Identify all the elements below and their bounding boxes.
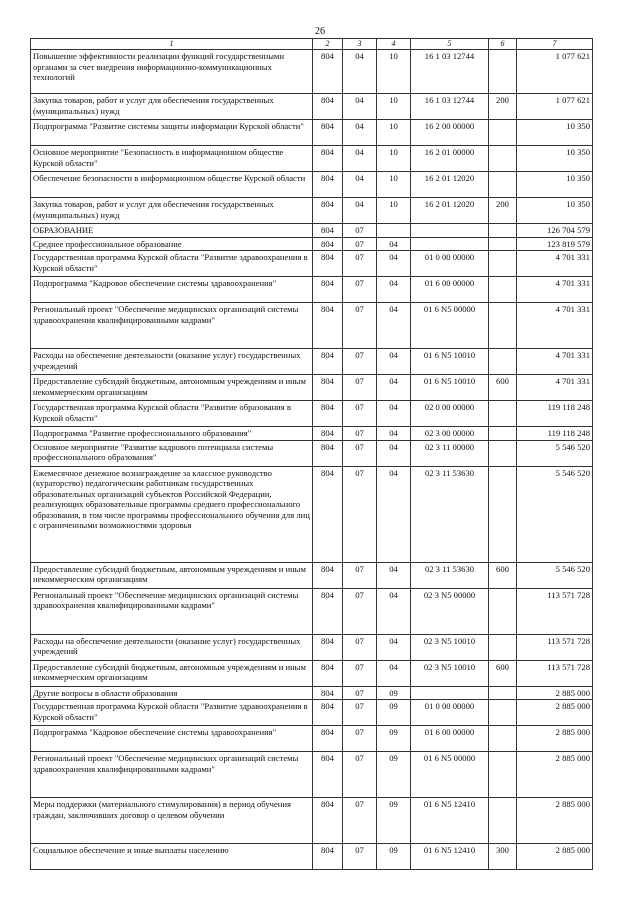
row-admin-code: 804 (313, 686, 343, 700)
row-section: 07 (343, 224, 377, 238)
row-expense-type (489, 146, 517, 172)
row-expense-type (489, 50, 517, 94)
row-target-code: 01 6 N5 00000 (411, 303, 489, 349)
table-row (31, 349, 593, 375)
row-subsection: 09 (377, 700, 411, 726)
row-name: Меры поддержки (материального стимулирования) в период обучения граждан, заключивших договор о целевом обучении (31, 798, 313, 844)
row-name: Основное мероприятие "Развитие кадрового потенциала системы профессионального образования" (31, 440, 313, 466)
row-subsection: 09 (377, 752, 411, 798)
row-expense-type: 600 (489, 660, 517, 686)
row-admin-code: 804 (313, 120, 343, 146)
row-subsection (377, 224, 411, 238)
row-expense-type (489, 427, 517, 441)
row-amount: 2 885 000 (517, 752, 593, 798)
row-target-code: 01 6 N5 10010 (411, 349, 489, 375)
row-name: Региональный проект "Обеспечение медицинских организаций системы здравоохранения квалифицированными кадрами" (31, 588, 313, 634)
row-target-code (411, 686, 489, 700)
row-admin-code: 804 (313, 427, 343, 441)
row-subsection: 10 (377, 94, 411, 120)
row-name: Основное мероприятие "Безопасность в информационном обществе Курской области" (31, 146, 313, 172)
table-row (31, 726, 593, 752)
row-expense-type (489, 237, 517, 251)
row-section: 07 (343, 427, 377, 441)
row-subsection: 04 (377, 588, 411, 634)
row-admin-code: 804 (313, 726, 343, 752)
row-target-code: 02 3 00 00000 (411, 427, 489, 441)
row-subsection: 10 (377, 198, 411, 224)
row-target-code: 16 2 00 00000 (411, 120, 489, 146)
row-target-code: 02 3 11 00000 (411, 440, 489, 466)
table-row (31, 562, 593, 588)
row-expense-type (489, 634, 517, 660)
row-subsection: 10 (377, 120, 411, 146)
row-amount: 2 885 000 (517, 844, 593, 870)
table-row (31, 440, 593, 466)
row-name: Среднее профессиональное образование (31, 237, 313, 251)
table-row (31, 375, 593, 401)
table-row (31, 634, 593, 660)
col-header-1: 1 (31, 39, 313, 50)
row-target-code: 01 0 00 00000 (411, 700, 489, 726)
row-name: Социальное обеспечение и иные выплаты населению (31, 844, 313, 870)
row-name: Предоставление субсидий бюджетным, автономным учреждениям и иным некоммерческим организациям (31, 660, 313, 686)
row-name: Ежемесячное денежное вознаграждение за классное руководство (кураторство) педагогическим работникам государственных образовательных организаций субъектов Российской Федерации, реализующих образовательные программы среднего профессионального образования, в том числе программы профессионального обучения для лиц с ограниченными возможностями здоровья (31, 466, 313, 562)
row-target-code: 01 6 00 00000 (411, 277, 489, 303)
table-row (31, 466, 593, 562)
row-target-code: 02 0 00 00000 (411, 401, 489, 427)
row-name: Повышение эффективности реализации функций государственными органами за счет внедрения информационно-коммуникационных технологий (31, 50, 313, 94)
row-expense-type: 600 (489, 562, 517, 588)
row-admin-code: 804 (313, 466, 343, 562)
row-amount: 1 077 621 (517, 94, 593, 120)
table-row (31, 198, 593, 224)
row-name: Предоставление субсидий бюджетным, автономным учреждениям и иным некоммерческим организациям (31, 562, 313, 588)
budget-table (30, 38, 593, 870)
table-row (31, 700, 593, 726)
row-subsection: 10 (377, 50, 411, 94)
row-admin-code: 804 (313, 588, 343, 634)
row-expense-type (489, 277, 517, 303)
row-name: Государственная программа Курской области "Развитие здравоохранения в Курской области" (31, 251, 313, 277)
row-target-code: 02 3 N5 10010 (411, 660, 489, 686)
row-section: 04 (343, 146, 377, 172)
row-name: Государственная программа Курской области "Развитие образования в Курской области" (31, 401, 313, 427)
row-name: Подпрограмма "Развитие системы защиты информации Курской области" (31, 120, 313, 146)
row-name: Обеспечение безопасности в информационном обществе Курской области (31, 172, 313, 198)
row-admin-code: 804 (313, 303, 343, 349)
row-expense-type (489, 172, 517, 198)
row-target-code: 16 1 03 12744 (411, 50, 489, 94)
row-amount: 10 350 (517, 198, 593, 224)
row-amount: 119 118 248 (517, 427, 593, 441)
row-admin-code: 804 (313, 752, 343, 798)
row-expense-type (489, 401, 517, 427)
row-section: 07 (343, 798, 377, 844)
row-subsection: 10 (377, 172, 411, 198)
row-name: Подпрограмма "Развитие профессионального образования" (31, 427, 313, 441)
row-subsection: 04 (377, 660, 411, 686)
col-header-2: 2 (313, 39, 343, 50)
row-amount: 5 546 520 (517, 440, 593, 466)
col-header-4: 4 (377, 39, 411, 50)
row-amount: 123 819 579 (517, 237, 593, 251)
row-subsection: 04 (377, 375, 411, 401)
row-section: 07 (343, 401, 377, 427)
row-amount: 5 546 520 (517, 562, 593, 588)
row-admin-code: 804 (313, 798, 343, 844)
row-expense-type (489, 440, 517, 466)
row-name: Другие вопросы в области образования (31, 686, 313, 700)
row-expense-type (489, 224, 517, 238)
table-row (31, 798, 593, 844)
row-name: ОБРАЗОВАНИЕ (31, 224, 313, 238)
row-subsection: 04 (377, 562, 411, 588)
col-header-5: 5 (411, 39, 489, 50)
row-amount: 126 704 579 (517, 224, 593, 238)
row-target-code: 01 6 N5 12410 (411, 798, 489, 844)
row-section: 07 (343, 752, 377, 798)
row-subsection: 09 (377, 798, 411, 844)
row-amount: 10 350 (517, 146, 593, 172)
row-expense-type (489, 686, 517, 700)
row-amount: 2 885 000 (517, 686, 593, 700)
row-admin-code: 804 (313, 251, 343, 277)
table-row (31, 844, 593, 870)
table-row (31, 251, 593, 277)
row-target-code: 02 3 11 53630 (411, 466, 489, 562)
row-amount: 4 701 331 (517, 303, 593, 349)
row-amount: 10 350 (517, 120, 593, 146)
row-admin-code: 804 (313, 844, 343, 870)
row-section: 07 (343, 634, 377, 660)
row-name: Государственная программа Курской области "Развитие здравоохранения в Курской области" (31, 700, 313, 726)
row-target-code: 16 2 01 12020 (411, 198, 489, 224)
row-section: 07 (343, 588, 377, 634)
row-section: 04 (343, 120, 377, 146)
row-admin-code: 804 (313, 237, 343, 251)
row-admin-code: 804 (313, 146, 343, 172)
row-expense-type (489, 700, 517, 726)
row-subsection: 09 (377, 844, 411, 870)
row-expense-type (489, 303, 517, 349)
row-target-code: 01 6 N5 12410 (411, 844, 489, 870)
row-admin-code: 804 (313, 440, 343, 466)
row-section: 07 (343, 660, 377, 686)
row-expense-type: 600 (489, 375, 517, 401)
row-target-code: 02 3 N5 00000 (411, 588, 489, 634)
table-row (31, 94, 593, 120)
row-target-code: 01 6 00 00000 (411, 726, 489, 752)
table-row (31, 172, 593, 198)
table-row (31, 686, 593, 700)
row-section: 07 (343, 700, 377, 726)
row-admin-code: 804 (313, 349, 343, 375)
row-name: Закупка товаров, работ и услуг для обеспечения государственных (муниципальных) нужд (31, 198, 313, 224)
row-subsection: 09 (377, 726, 411, 752)
row-expense-type (489, 798, 517, 844)
row-section: 07 (343, 844, 377, 870)
col-header-6: 6 (489, 39, 517, 50)
row-amount: 1 077 621 (517, 50, 593, 94)
row-admin-code: 804 (313, 700, 343, 726)
row-target-code: 01 0 00 00000 (411, 251, 489, 277)
row-name: Региональный проект "Обеспечение медицинских организаций системы здравоохранения квалифицированными кадрами" (31, 303, 313, 349)
row-subsection: 04 (377, 634, 411, 660)
row-expense-type (489, 120, 517, 146)
row-section: 07 (343, 375, 377, 401)
row-admin-code: 804 (313, 375, 343, 401)
row-amount: 2 885 000 (517, 700, 593, 726)
row-amount: 113 571 728 (517, 660, 593, 686)
row-target-code: 01 6 N5 10010 (411, 375, 489, 401)
table-row (31, 224, 593, 238)
table-row (31, 401, 593, 427)
row-expense-type (489, 752, 517, 798)
row-admin-code: 804 (313, 562, 343, 588)
row-target-code: 16 2 01 00000 (411, 146, 489, 172)
row-section: 07 (343, 466, 377, 562)
row-section: 07 (343, 237, 377, 251)
row-amount: 4 701 331 (517, 277, 593, 303)
row-expense-type (489, 466, 517, 562)
table-row (31, 237, 593, 251)
row-amount: 2 885 000 (517, 726, 593, 752)
column-number-header (31, 39, 593, 50)
row-section: 07 (343, 726, 377, 752)
row-name: Расходы на обеспечение деятельности (оказание услуг) государственных учреждений (31, 634, 313, 660)
row-subsection: 10 (377, 146, 411, 172)
row-expense-type (489, 726, 517, 752)
row-section: 07 (343, 349, 377, 375)
row-amount: 2 885 000 (517, 798, 593, 844)
row-section: 04 (343, 172, 377, 198)
page-number: 26 (315, 26, 325, 37)
table-row (31, 146, 593, 172)
row-amount: 4 701 331 (517, 375, 593, 401)
row-section: 04 (343, 94, 377, 120)
row-admin-code: 804 (313, 50, 343, 94)
row-admin-code: 804 (313, 634, 343, 660)
row-section: 07 (343, 303, 377, 349)
table-row (31, 660, 593, 686)
row-amount: 119 118 248 (517, 401, 593, 427)
col-header-3: 3 (343, 39, 377, 50)
row-section: 07 (343, 562, 377, 588)
row-section: 07 (343, 686, 377, 700)
row-subsection: 04 (377, 440, 411, 466)
table-row (31, 120, 593, 146)
row-expense-type (489, 588, 517, 634)
row-subsection: 04 (377, 427, 411, 441)
table-row (31, 752, 593, 798)
row-section: 04 (343, 198, 377, 224)
row-target-code: 02 3 N5 10010 (411, 634, 489, 660)
row-amount: 10 350 (517, 172, 593, 198)
row-expense-type (489, 251, 517, 277)
row-subsection: 04 (377, 237, 411, 251)
row-admin-code: 804 (313, 277, 343, 303)
row-target-code: 01 6 N5 00000 (411, 752, 489, 798)
row-amount: 4 701 331 (517, 349, 593, 375)
row-admin-code: 804 (313, 94, 343, 120)
row-amount: 4 701 331 (517, 251, 593, 277)
row-expense-type: 300 (489, 844, 517, 870)
row-subsection: 04 (377, 349, 411, 375)
row-name: Подпрограмма "Кадровое обеспечение системы здравоохранения" (31, 726, 313, 752)
row-amount: 5 546 520 (517, 466, 593, 562)
row-name: Закупка товаров, работ и услуг для обеспечения государственных (муниципальных) нужд (31, 94, 313, 120)
row-name: Подпрограмма "Кадровое обеспечение системы здравоохранения" (31, 277, 313, 303)
row-subsection: 09 (377, 686, 411, 700)
row-section: 04 (343, 50, 377, 94)
row-subsection: 04 (377, 466, 411, 562)
row-expense-type: 200 (489, 94, 517, 120)
row-section: 07 (343, 277, 377, 303)
row-expense-type: 200 (489, 198, 517, 224)
table-row (31, 427, 593, 441)
row-admin-code: 804 (313, 172, 343, 198)
row-subsection: 04 (377, 251, 411, 277)
row-amount: 113 571 728 (517, 588, 593, 634)
row-target-code (411, 224, 489, 238)
row-subsection: 04 (377, 401, 411, 427)
row-section: 07 (343, 251, 377, 277)
row-admin-code: 804 (313, 660, 343, 686)
row-name: Предоставление субсидий бюджетным, автономным учреждениям и иным некоммерческим организациям (31, 375, 313, 401)
row-subsection: 04 (377, 277, 411, 303)
table-row (31, 277, 593, 303)
row-section: 07 (343, 440, 377, 466)
row-target-code: 02 3 11 53630 (411, 562, 489, 588)
row-target-code (411, 237, 489, 251)
row-target-code: 16 2 01 12020 (411, 172, 489, 198)
col-header-7: 7 (517, 39, 593, 50)
row-subsection: 04 (377, 303, 411, 349)
row-admin-code: 804 (313, 198, 343, 224)
row-amount: 113 571 728 (517, 634, 593, 660)
row-admin-code: 804 (313, 401, 343, 427)
row-name: Региональный проект "Обеспечение медицинских организаций системы здравоохранения квалифицированными кадрами" (31, 752, 313, 798)
table-row (31, 50, 593, 94)
row-admin-code: 804 (313, 224, 343, 238)
row-name: Расходы на обеспечение деятельности (оказание услуг) государственных учреждений (31, 349, 313, 375)
row-expense-type (489, 349, 517, 375)
row-target-code: 16 1 03 12744 (411, 94, 489, 120)
table-row (31, 588, 593, 634)
table-row (31, 303, 593, 349)
